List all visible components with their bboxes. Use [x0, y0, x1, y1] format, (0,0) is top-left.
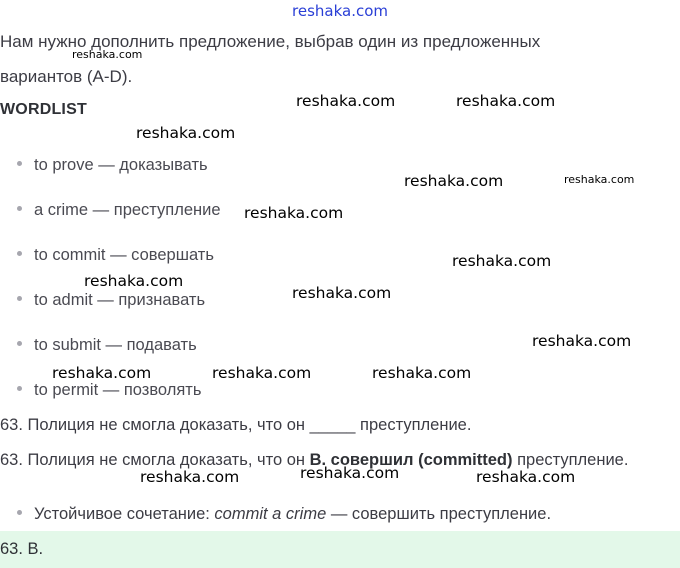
wordlist-item	[17, 201, 221, 220]
final-answer: 63. B.	[0, 540, 44, 558]
watermark: reshaka.com	[212, 364, 312, 382]
answer-sentence-start: 63. Полиция не смогла доказать, что он	[0, 451, 310, 469]
watermark: reshaka.com	[84, 272, 184, 290]
watermark: reshaka.com	[532, 332, 632, 350]
note-suffix: — совершить преступление.	[326, 505, 552, 523]
question-text: 63. Полиция не смогла доказать, что он _____ преступление.	[0, 416, 472, 434]
watermark: reshaka.com	[292, 2, 388, 20]
intro-line-2: вариантов (A-D).	[0, 67, 133, 86]
watermark: reshaka.com	[452, 252, 552, 270]
watermark: reshaka.com	[244, 204, 344, 222]
note-phrase: commit a crime	[214, 505, 327, 523]
bullet-icon	[17, 296, 22, 301]
watermark: reshaka.com	[372, 364, 472, 382]
intro-line-1: Нам нужно дополнить предложение, выбрав один из предложенных	[0, 32, 541, 51]
wordlist-heading: WORDLIST	[0, 101, 87, 118]
wordlist-item-text: to permit — позволять	[34, 381, 202, 399]
wordlist-item-text: to commit — совершать	[34, 246, 214, 264]
wordlist-item	[17, 336, 197, 355]
bullet-icon	[17, 510, 22, 515]
note-item	[17, 505, 551, 524]
wordlist-item	[17, 381, 201, 400]
bullet-icon	[17, 341, 22, 346]
watermark: reshaka.com	[456, 92, 556, 110]
note-prefix: Устойчивое сочетание:	[34, 505, 215, 523]
watermark: reshaka.com	[136, 124, 236, 142]
watermark: reshaka.com	[140, 468, 240, 486]
wordlist-item	[17, 291, 205, 310]
watermark: reshaka.com	[72, 48, 143, 61]
watermark: reshaka.com	[296, 92, 396, 110]
wordlist-item-text: to prove — доказывать	[34, 156, 208, 174]
bullet-icon	[17, 251, 22, 256]
wordlist-item-text: to admit — признавать	[34, 291, 206, 309]
bullet-icon	[17, 161, 22, 166]
final-answer-box	[0, 531, 680, 568]
watermark: reshaka.com	[404, 172, 504, 190]
answer-highlight: B. совершил (committed)	[309, 451, 513, 469]
bullet-icon	[17, 206, 22, 211]
watermark: reshaka.com	[300, 464, 400, 482]
answer-sentence-end: преступление.	[512, 451, 629, 469]
watermark: reshaka.com	[476, 468, 576, 486]
wordlist-item-text: to submit — подавать	[34, 336, 197, 354]
wordlist-item	[17, 156, 208, 175]
wordlist-item-text: a crime — преступление	[34, 201, 221, 219]
watermark: reshaka.com	[292, 284, 392, 302]
bullet-icon	[17, 386, 22, 391]
watermark: reshaka.com	[564, 173, 635, 186]
wordlist-item	[17, 246, 214, 265]
watermark: reshaka.com	[52, 364, 152, 382]
